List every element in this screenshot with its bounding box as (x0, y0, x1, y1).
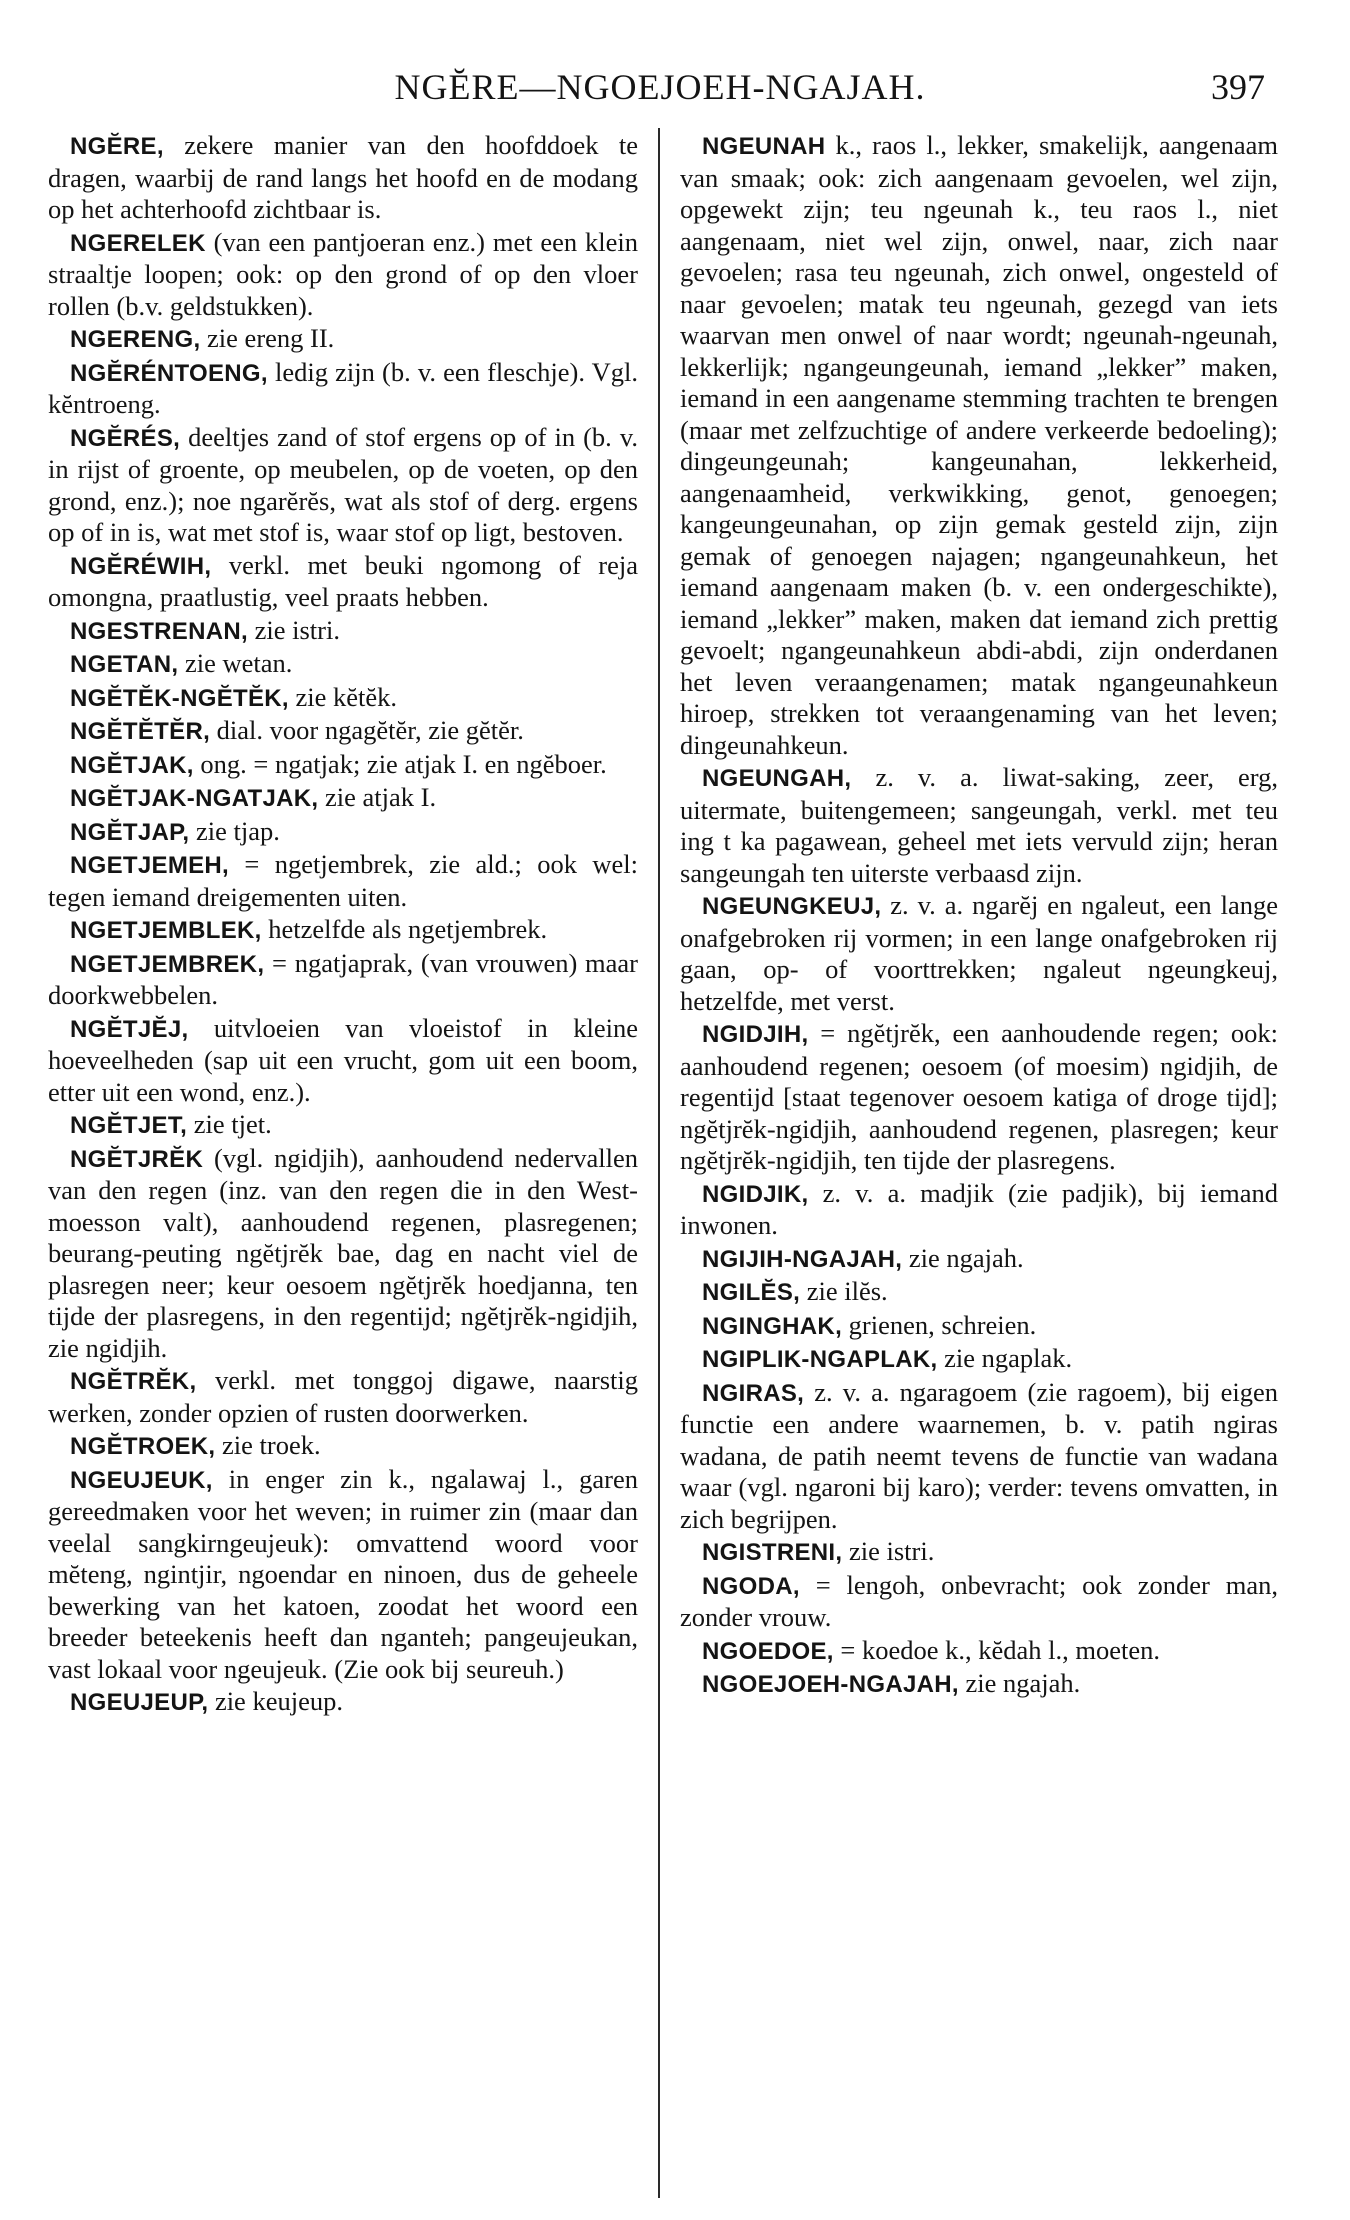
dictionary-entry (680, 1536, 1278, 1569)
page-number: 397 (1211, 67, 1265, 107)
dictionary-entry (48, 948, 638, 1012)
entry-definition: uitvloeien van vloeistof in kleine hoeveelheden (sap uit een vrucht, gom uit een boom, etter uit een wond, enz.). (48, 1012, 638, 1107)
entry-definition: (van een pantjoeran enz.) met een klein straaltje loopen; ook: op den grond of op den vloer rollen (b.v. geldstukken). (48, 226, 638, 321)
dictionary-entry (48, 1365, 638, 1429)
entry-headword: NGISTRENI, (702, 1539, 843, 1566)
dictionary-entry (48, 227, 638, 323)
entry-definition: zie istri. (842, 1536, 935, 1566)
entry-definition: = ngatjaprak, (van vrouwen) maar doorkwebbelen. (48, 947, 638, 1010)
entry-definition: hetzelfde als ngetjembrek. (261, 914, 548, 944)
dictionary-entry (48, 782, 638, 815)
entry-headword: NGĔRÉWIH, (70, 552, 212, 580)
entry-definition: z. v. a. ngaragoem (zie ragoem), bij eigen functie een andere waarnemen, b. v. patih ngiras wadana, de patih neemt tevens de functie van wadana waar (vgl. ngaroni bij karo); verder: tevens omvatten, in zich begrijpen. (680, 1376, 1278, 1534)
dictionary-entry (680, 1343, 1278, 1376)
entry-definition: grienen, schreien. (842, 1309, 1037, 1340)
entry-definition: zie ngaplak. (937, 1343, 1073, 1373)
dictionary-entry (680, 890, 1278, 1017)
dictionary-entry (680, 1570, 1278, 1634)
entry-headword: NGEUNAH (702, 133, 826, 160)
dictionary-entry (48, 1013, 638, 1109)
entry-headword: NGĔRÉS, (70, 424, 181, 452)
entry-definition: zie ilĕs. (800, 1276, 888, 1306)
dictionary-entry (680, 1018, 1278, 1177)
entry-headword: NGĔTJAP, (70, 818, 190, 846)
entry-definition: verkl. met beuki ngomong of reja omongna, praatlustig, veel praats hebben. (48, 549, 638, 612)
entry-definition: ledig zijn (b. v. een fleschje). Vgl. kĕntroeng. (48, 356, 638, 419)
entry-headword: NGĔTJĔJ, (70, 1015, 189, 1043)
dictionary-entry (48, 1430, 638, 1463)
entry-headword: NGETJEMBREK, (70, 950, 265, 978)
entry-headword: NGIDJIH, (702, 1021, 809, 1048)
entry-definition: zie ereng II. (200, 323, 335, 353)
dictionary-entry (48, 550, 638, 614)
entry-definition: z. v. a. liwat-saking, zeer, erg, uitermate, buitengemeen; sangeungah, verkl. met teu ing t ka pagawean, geheel met iets vervuld zijn; heran sangeungah ten uiterste verbaasd zijn. (680, 762, 1278, 888)
entry-definition: zie ngajah. (958, 1668, 1081, 1698)
entry-headword: NGEUNGKEUJ, (702, 893, 882, 920)
dictionary-entry (680, 762, 1278, 889)
entry-headword: NGIJIH-NGAJAH, (702, 1245, 903, 1273)
entry-headword: NGERELEK (70, 229, 206, 257)
dictionary-entry (680, 130, 1278, 761)
entry-headword: NGIRAS, (702, 1379, 805, 1407)
entry-definition: zie troek. (215, 1430, 321, 1460)
dictionary-entry (48, 849, 638, 913)
entry-definition: zie tjet. (187, 1109, 272, 1139)
running-head: NGĔRE—NGOEJOEH-NGAJAH. (394, 67, 926, 107)
column-divider (658, 128, 660, 2198)
dictionary-entry (680, 1310, 1278, 1343)
entry-headword: NGEUJEUK, (70, 1466, 213, 1494)
dictionary-entry (48, 357, 638, 421)
dictionary-entry (48, 1143, 638, 1365)
entry-headword: NGĔRE, (70, 133, 164, 160)
dictionary-entry (48, 323, 638, 356)
dictionary-entry (48, 1464, 638, 1686)
entry-headword: NGEUNGAH, (702, 765, 852, 792)
dictionary-entry (680, 1635, 1278, 1668)
entry-headword: NGODA, (702, 1572, 800, 1600)
entry-headword: NGOEDOE, (702, 1637, 834, 1665)
entry-headword: NGĔTĔTĔR, (70, 718, 211, 745)
entry-headword: NGILĔS, (702, 1279, 801, 1306)
entry-headword: NGĔTĔK-NGĔTĔK, (70, 684, 289, 712)
entry-definition: zie ngajah. (902, 1242, 1024, 1273)
entry-headword: NGETAN, (70, 651, 179, 678)
entry-definition: zie wetan. (178, 648, 293, 678)
entry-definition: = ngetjembrek, zie ald.; ook wel: tegen iemand dreigementen uiten. (48, 849, 638, 912)
entry-headword: NGOEJOEH-NGAJAH, (702, 1671, 959, 1698)
entry-headword: NGINGHAK, (702, 1312, 843, 1340)
entry-definition: deeltjes zand of stof ergens op of in (b. v. in rijst of groente, op meubelen, op de voeten, op den grond, enz.); noe ngarĕrĕs, wat als stof of derg. ergens op of in is, wat met stof is, waar stof op ligt, bestoven. (48, 421, 638, 547)
entry-headword: NGĔTJAK-NGATJAK, (70, 785, 319, 812)
entry-headword: NGĔTJAK, (70, 751, 194, 779)
entry-definition: zie keujeup. (208, 1686, 343, 1716)
dictionary-entry (680, 1668, 1278, 1701)
entry-definition: in enger zin k., ngalawaj l., garen gereedmaken voor het weven; in ruimer zin (maar dan veelal sangkirngeujeuk): omvattend woord voor mĕteng, ngintjir, ngoendar en ninoen, dus de geheele bewerking van het katoen, zoodat het woord een breeder beteekenis heeft dan nganteh; pangeujeukan, vast lokaal voor ngeujeuk. (Zie ook bij seureuh.) (48, 1463, 638, 1684)
entry-definition: dial. voor ngagĕtĕr, zie gĕtĕr. (210, 715, 524, 745)
right-column (680, 130, 1278, 2190)
entry-definition: = koedoe k., kĕdah l., moeten. (833, 1634, 1160, 1665)
entry-definition: k., raos l., lekker, smakelijk, aangenaam van smaak; ook: zich aangenaam gevoelen, wel zijn, opgewekt zijn; teu ngeunah k., teu raos l., niet aangenaam, niet wel zijn, onwel, naar, zich naar gevoelen; rasa teu ngeunah, zich onwel, ongesteld of naar gevoelen; matak teu ngeunah, gezegd van iets waarvan men onwel of naar wordt; ngeunah-ngeunah, lekkerlijk; ngangeungeunah, iemand „lekker” maken, iemand in een aangename stemming trachten te brengen (maar met zelfzuchtige of andere verkeerde bedoeling); dingeungeunah; kangeunahan, lekkerheid, aangenaamheid, verkwikking, genot, genoegen; kangeungeunahan, op zijn gemak gesteld zijn, zijn gemak of genoegen najagen; ngangeunahkeun, het iemand aangenaam maken (b. v. een ondergeschikte), iemand „lekker” maken, maken dat iemand zich prettig gevoelt; ngangeunahkeun abdi-abdi, zijn onderdanen het leven veraangenamen; matak ngangeunahkeun hiroep, strekken tot veraangenaming van het leven; dingeunahkeun. (680, 130, 1278, 760)
entry-definition: zie atjak I. (318, 782, 437, 812)
entry-definition: (vgl. ngidjih), aanhoudend nedervallen van den regen (inz. van den regen die in den West-moesson valt), aanhoudend regenen, plasregenen; beurang-peuting ngĕtjrĕk bae, dag en nacht viel de plasregen neer; keur oesoem ngĕtjrĕk hoedjanna, ten tijde der plasregens, in den regentijd; ngĕtjrĕk-ngidjih, zie ngidjih. (48, 1142, 638, 1363)
entry-headword: NGIDJIK, (702, 1180, 809, 1208)
entry-definition: zie istri. (247, 614, 340, 645)
dictionary-entry (48, 749, 638, 782)
entry-headword: NGĔTJET, (70, 1112, 188, 1139)
dictionary-entry (680, 1276, 1278, 1309)
entry-headword: NGETJEMBLEK, (70, 917, 262, 944)
entry-definition: zie tjap. (189, 815, 280, 846)
dictionary-entry (48, 615, 638, 648)
entry-headword: NGIPLIK-NGAPLAK, (702, 1346, 938, 1373)
page-header (55, 66, 1265, 116)
entry-definition: zekere manier van den hoofddoek te dragen, waarbij de rand langs het hoofd en de modang op het achterhoofd zichtbaar is. (48, 130, 638, 224)
dictionary-entry (48, 1109, 638, 1142)
dictionary-entry (48, 130, 638, 226)
dictionary-entry (680, 1243, 1278, 1276)
entry-definition: z. v. a. ngarĕj en ngaleut, een lange onafgebroken rij vormen; in een lange onafgebroken rij gaan, op- of voorttrekken; ngaleut ngeungkeuj, hetzelfde, met verst. (680, 890, 1278, 1016)
entry-headword: NGESTRENAN, (70, 617, 248, 645)
entry-headword: NGĔRÉNTOENG, (70, 359, 268, 387)
entry-headword: NGĔTJRĔK (70, 1145, 204, 1173)
entry-headword: NGĔTRĔK, (70, 1368, 197, 1395)
entry-definition: verkl. met tonggoj digawe, naarstig werken, zonder opzien of rusten doorwerken. (48, 1365, 638, 1428)
left-column (48, 130, 638, 2190)
entry-definition: zie kĕtĕk. (288, 681, 398, 712)
entry-definition: ong. = ngatjak; zie atjak I. en ngĕboer. (193, 748, 607, 779)
entry-definition: = lengoh, onbevracht; ook zonder man, zonder vrouw. (680, 1569, 1278, 1632)
entry-definition: = ngĕtjrĕk, een aanhoudende regen; ook: aanhoudend regenen; oesoem (of moesim) ngidjih, de regentijd [staat tegenover oesoem katiga of droge tijd]; ngĕtjrĕk-ngidjih, aanhoudend regenen, plasregen; keur ngĕtjrĕk-ngidjih, ten tijde der plasregens. (680, 1018, 1278, 1175)
entry-headword: NGEUJEUP, (70, 1689, 209, 1716)
dictionary-entry (48, 1686, 638, 1719)
dictionary-entry (48, 914, 638, 947)
dictionary-entry (48, 422, 638, 549)
dictionary-entry (680, 1377, 1278, 1536)
entry-headword: NGĔTROEK, (70, 1433, 216, 1460)
entry-headword: NGETJEMEH, (70, 852, 230, 879)
dictionary-entry (48, 682, 638, 715)
entry-definition: z. v. a. madjik (zie padjik), bij iemand inwonen. (680, 1177, 1278, 1240)
dictionary-entry (48, 816, 638, 849)
entry-headword: NGERENG, (70, 326, 201, 353)
dictionary-entry (48, 648, 638, 681)
dictionary-entry (48, 715, 638, 748)
dictionary-entry (680, 1178, 1278, 1242)
